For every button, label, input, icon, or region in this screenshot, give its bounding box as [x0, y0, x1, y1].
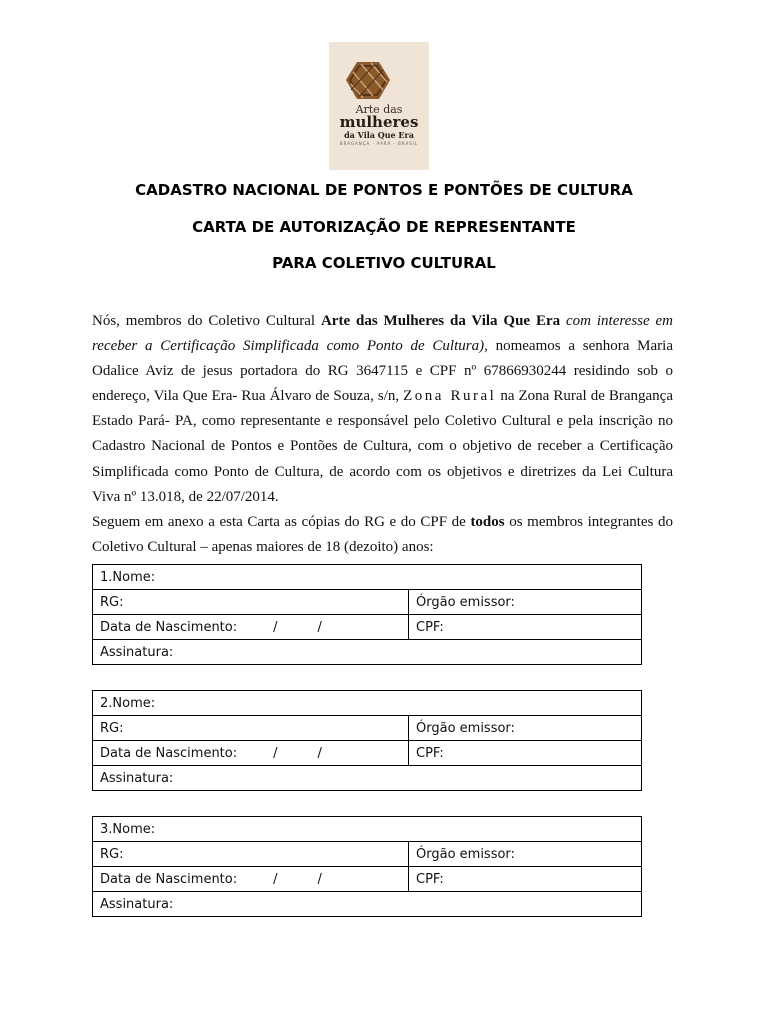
birth-date-field[interactable] [93, 867, 409, 892]
cpf-field[interactable] [409, 615, 642, 640]
document-title-line1: CADASTRO NACIONAL DE PONTOS E PONTÕES DE CULTURA [135, 181, 633, 199]
signature-label: Assinatura: [100, 896, 174, 912]
date-separator: / [317, 745, 322, 761]
name-label: 1.Nome: [100, 569, 156, 585]
rg-label: RG: [100, 720, 124, 736]
collective-name: Arte das Mulheres da Vila Que Era [320, 313, 561, 329]
logo [329, 42, 429, 170]
cpf-field[interactable] [409, 741, 642, 766]
name-field[interactable] [93, 817, 642, 842]
logo-text-line1: Arte das [355, 103, 403, 116]
date-separator: / [273, 619, 278, 635]
paragraph-attachments [92, 510, 673, 560]
document-title-line2: CARTA DE AUTORIZAÇÃO DE REPRESENTANTE [192, 218, 576, 236]
rg-field[interactable] [93, 716, 409, 741]
logo-text-line3: da Vila Que Era [344, 130, 414, 140]
member-form-3 [92, 816, 642, 917]
name-field[interactable] [93, 565, 642, 590]
rg-field[interactable] [93, 842, 409, 867]
text-span: Seguem em anexo a esta Carta as cópias do RG e do CPF de [92, 513, 471, 530]
rg-label: RG: [100, 594, 124, 610]
logo-text-line4: BRAGANÇA · PARÁ · BRASIL [339, 141, 419, 146]
cpf-field[interactable] [409, 867, 642, 892]
logo-text-line2: mulheres [339, 113, 419, 131]
text-span: , nomeamos a senhora Maria Odalice Aviz de jesus portadora do RG 3647115 e CPF nº 67866930244 residindo sob o endereço, Vila Que Era- Rua Álvaro de Souza, s/n, [92, 338, 673, 405]
text-span: os membros integrantes do Coletivo Cultural – apenas maiores de 18 (dezoito) anos: [92, 513, 673, 555]
text-span: na Zona Rural de Brangança Estado Pará- PA, como representante e responsável pelo Coletivo Cultural e pela inscrição no Cadastro Nacional de Pontos e Pontões de Cultura, com o objetivo de receber a Certificação Simplificada como Ponto de Cultura, de acordo com os objetivos e diretrizes da Lei Cultura Viva nº 13.018, de 22/07/2014. [92, 388, 673, 505]
name-label: 3.Nome: [100, 821, 156, 837]
birth-date-field[interactable] [93, 741, 409, 766]
cpf-label: CPF: [416, 619, 444, 635]
rg-label: RG: [100, 846, 124, 862]
signature-label: Assinatura: [100, 770, 174, 786]
birth-date-label: Data de Nascimento: [100, 871, 238, 887]
letter-body [92, 309, 673, 560]
cpf-label: CPF: [416, 871, 444, 887]
name-field[interactable] [93, 691, 642, 716]
orgao-emissor-label: Órgão emissor: [416, 846, 515, 862]
date-separator: / [317, 619, 322, 635]
date-separator: / [273, 745, 278, 761]
signature-field[interactable] [93, 766, 642, 791]
rg-field[interactable] [93, 590, 409, 615]
member-form-1 [92, 564, 642, 665]
orgao-emissor-field[interactable] [409, 842, 642, 867]
birth-date-field[interactable] [93, 615, 409, 640]
date-separator: / [273, 871, 278, 887]
orgao-emissor-field[interactable] [409, 716, 642, 741]
signature-field[interactable] [93, 892, 642, 917]
name-label: 2.Nome: [100, 695, 156, 711]
orgao-emissor-label: Órgão emissor: [416, 720, 515, 736]
signature-field[interactable] [93, 640, 642, 665]
birth-date-label: Data de Nascimento: [100, 619, 238, 635]
orgao-emissor-label: Órgão emissor: [416, 594, 515, 610]
orgao-emissor-field[interactable] [409, 590, 642, 615]
text-span: Nós, membros do Coletivo Cultural [92, 313, 321, 329]
paragraph-authorization [92, 309, 673, 510]
date-separator: / [317, 871, 322, 887]
member-form-2 [92, 690, 642, 791]
signature-label: Assinatura: [100, 644, 174, 660]
italic-text: com interesse em receber a Certificação Simplificada como Ponto de Cultura) [92, 313, 674, 355]
spaced-text: Zona Rural [403, 388, 497, 405]
bold-text: todos [470, 513, 505, 530]
document-title-line3: PARA COLETIVO CULTURAL [272, 254, 496, 272]
birth-date-label: Data de Nascimento: [100, 745, 238, 761]
cpf-label: CPF: [416, 745, 444, 761]
